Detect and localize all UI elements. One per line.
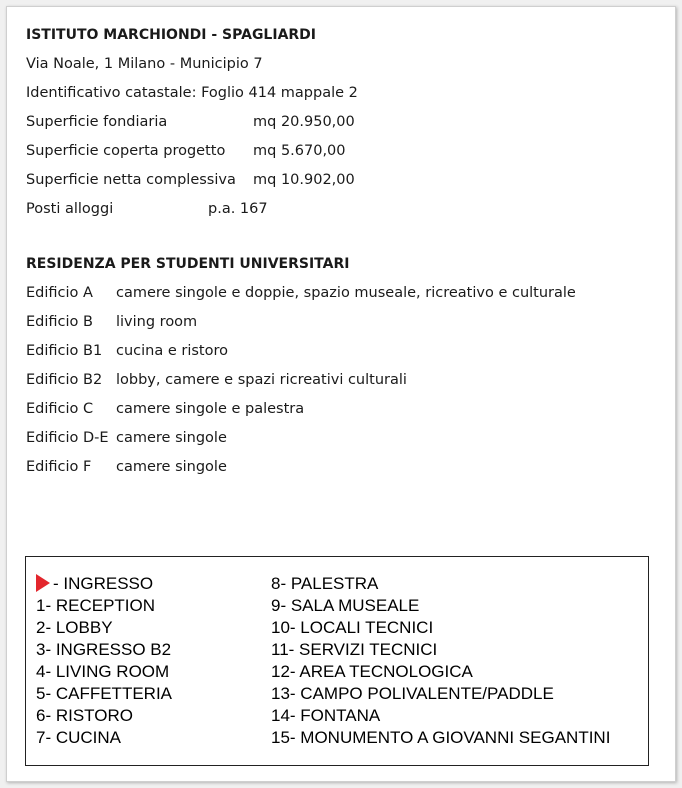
posti-label: Posti alloggi — [26, 201, 114, 217]
building-name: Edificio B — [26, 314, 93, 330]
building-row — [26, 341, 666, 370]
field-row — [26, 112, 666, 141]
building-row — [26, 399, 666, 428]
building-row — [26, 283, 666, 312]
posti-row — [26, 199, 666, 228]
building-desc: cucina e ristoro — [116, 343, 228, 359]
entrance-arrow-icon — [36, 574, 50, 592]
legend-item: 8- PALESTRA — [271, 574, 379, 593]
field-label: Superficie fondiaria — [26, 114, 168, 130]
building-desc: living room — [116, 314, 198, 330]
address: Via Noale, 1 Milano - Municipio 7 — [26, 56, 263, 72]
legend-item: 13- CAMPO POLIVALENTE/PADDLE — [271, 684, 554, 703]
building-name: Edificio B1 — [26, 343, 103, 359]
residence-title: RESIDENZA PER STUDENTI UNIVERSITARI — [26, 256, 350, 272]
field-row — [26, 170, 666, 199]
legend-item: 10- LOCALI TECNICI — [271, 618, 434, 637]
legend-item: 3- INGRESSO B2 — [36, 640, 172, 659]
building-desc: camere singole e palestra — [116, 401, 305, 417]
legend-item: 15- MONUMENTO A GIOVANNI SEGANTINI — [271, 728, 611, 747]
building-row — [26, 457, 666, 486]
field-value: mq 5.670,00 — [253, 143, 346, 159]
building-desc: camere singole e doppie, spazio museale, ricreativo e culturale — [116, 285, 576, 301]
building-row — [26, 370, 666, 399]
building-row — [26, 428, 666, 457]
legend-item: 4- LIVING ROOM — [36, 662, 170, 681]
legend-entrance — [36, 573, 172, 595]
legend-label: - INGRESSO — [53, 574, 154, 593]
legend-item: 2- LOBBY — [36, 618, 113, 637]
building-name: Edificio D-E — [26, 430, 109, 446]
field-label: Superficie netta complessiva — [26, 172, 236, 188]
document-text — [26, 25, 666, 486]
building-desc: lobby, camere e spazi ricreativi culturali — [116, 372, 407, 388]
building-name: Edificio B2 — [26, 372, 103, 388]
institute-title: ISTITUTO MARCHIONDI - SPAGLIARDI — [26, 27, 317, 43]
cadastral-id: Identificativo catastale: Foglio 414 mappale 2 — [26, 85, 358, 101]
spacer — [26, 228, 666, 254]
legend-item: 7- CUCINA — [36, 728, 122, 747]
legend-item: 9- SALA MUSEALE — [271, 596, 420, 615]
building-desc: camere singole — [116, 459, 227, 475]
building-desc: camere singole — [116, 430, 227, 446]
legend-column-right — [271, 573, 610, 749]
field-value: mq 20.950,00 — [253, 114, 355, 130]
legend-item: 1- RECEPTION — [36, 596, 156, 615]
document-page — [6, 6, 676, 782]
legend-item: 14- FONTANA — [271, 706, 381, 725]
legend-column-left — [36, 573, 172, 749]
building-name: Edificio C — [26, 401, 94, 417]
legend-box — [25, 556, 649, 766]
building-name: Edificio F — [26, 459, 92, 475]
field-label: Superficie coperta progetto — [26, 143, 226, 159]
legend-item: 5- CAFFETTERIA — [36, 684, 173, 703]
legend-item: 6- RISTORO — [36, 706, 133, 725]
legend-item: 11- SERVIZI TECNICI — [271, 640, 438, 659]
legend-item: 12- AREA TECNOLOGICA — [271, 662, 473, 681]
posti-value: p.a. 167 — [208, 201, 268, 217]
building-row — [26, 312, 666, 341]
building-name: Edificio A — [26, 285, 93, 301]
field-value: mq 10.902,00 — [253, 172, 355, 188]
field-row — [26, 141, 666, 170]
